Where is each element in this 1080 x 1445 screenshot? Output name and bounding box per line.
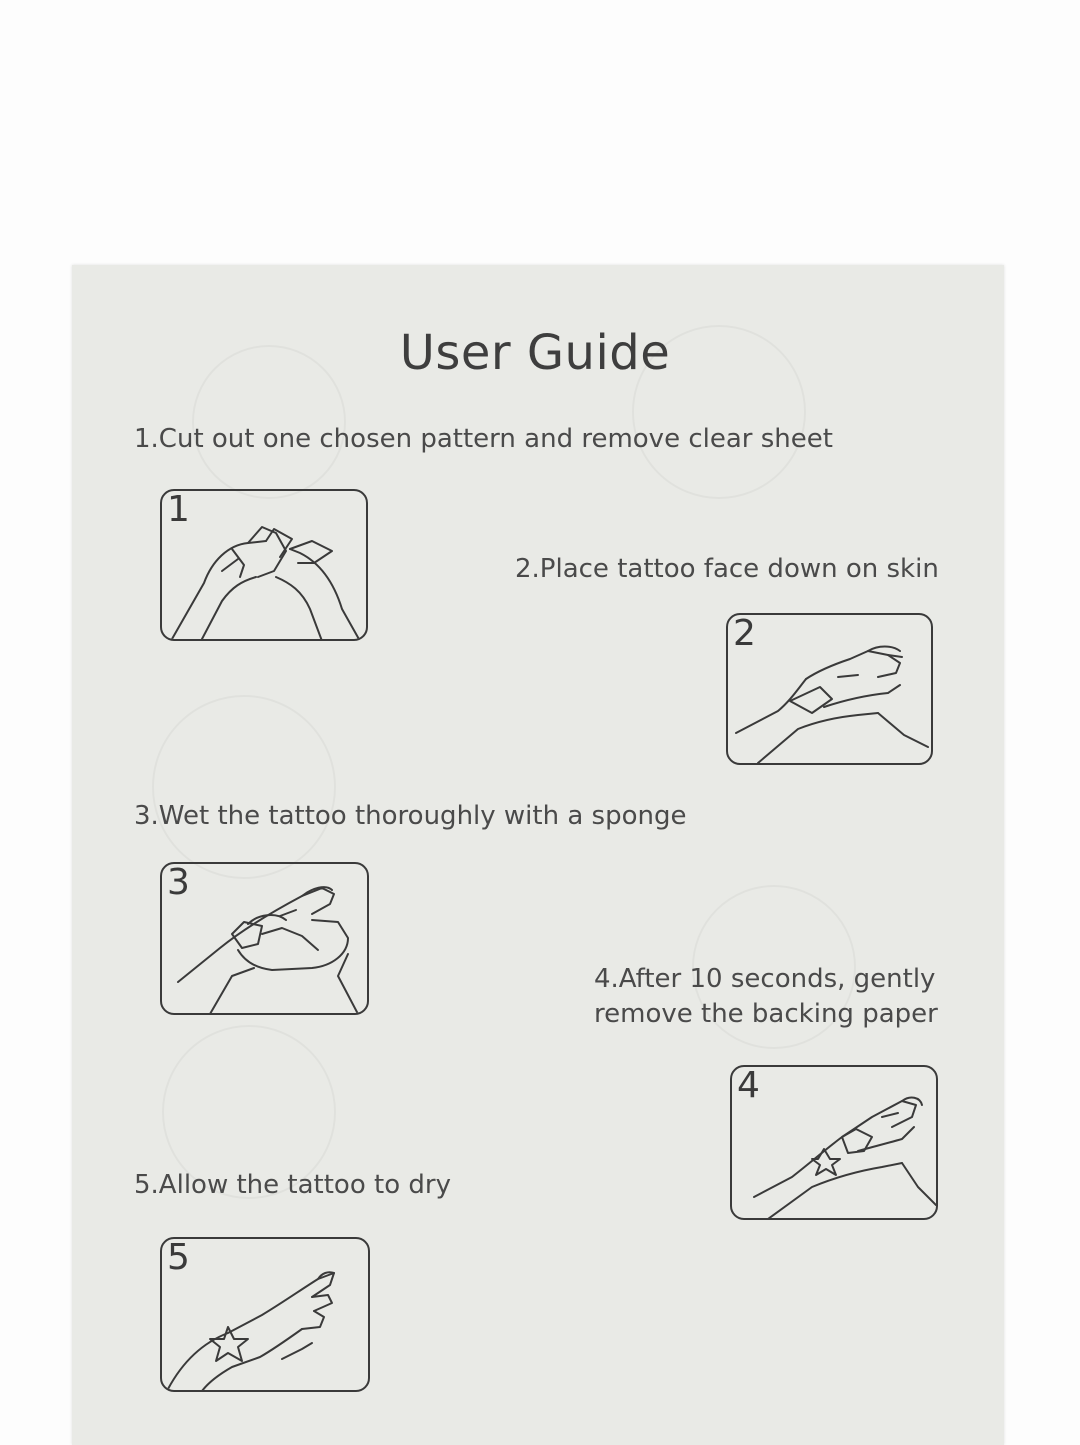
step-5-text: 5.Allow the tattoo to dry — [134, 1170, 451, 1200]
step-3-text: 3.Wet the tattoo thoroughly with a sponge — [134, 801, 687, 831]
step-3-number: 3 — [167, 862, 190, 903]
step-1-number: 1 — [167, 489, 190, 530]
hands-cutting-icon — [162, 491, 368, 641]
step-1-text: 1.Cut out one chosen pattern and remove clear sheet — [134, 424, 833, 454]
step-2-text: 2.Place tattoo face down on skin — [515, 554, 939, 584]
step-3-panel — [160, 862, 369, 1015]
step-2-number: 2 — [733, 613, 756, 654]
hand-sponge-icon — [162, 864, 369, 1015]
step-5-panel — [160, 1237, 370, 1392]
step-4-text-line-2: remove the backing paper — [594, 999, 938, 1029]
hand-star-tattoo-icon — [162, 1239, 370, 1392]
step-5-number: 5 — [167, 1237, 190, 1278]
step-4-text — [594, 962, 938, 1032]
step-4-number: 4 — [737, 1065, 760, 1106]
step-1-panel — [160, 489, 368, 641]
faint-background-pattern — [152, 695, 336, 879]
step-4-panel — [730, 1065, 938, 1220]
step-2-panel — [726, 613, 933, 765]
hand-peeling-icon — [732, 1067, 938, 1220]
step-4-text-line-1: 4.After 10 seconds, gently — [594, 964, 936, 994]
page-title: User Guide — [399, 325, 671, 381]
hand-placing-icon — [728, 615, 933, 765]
